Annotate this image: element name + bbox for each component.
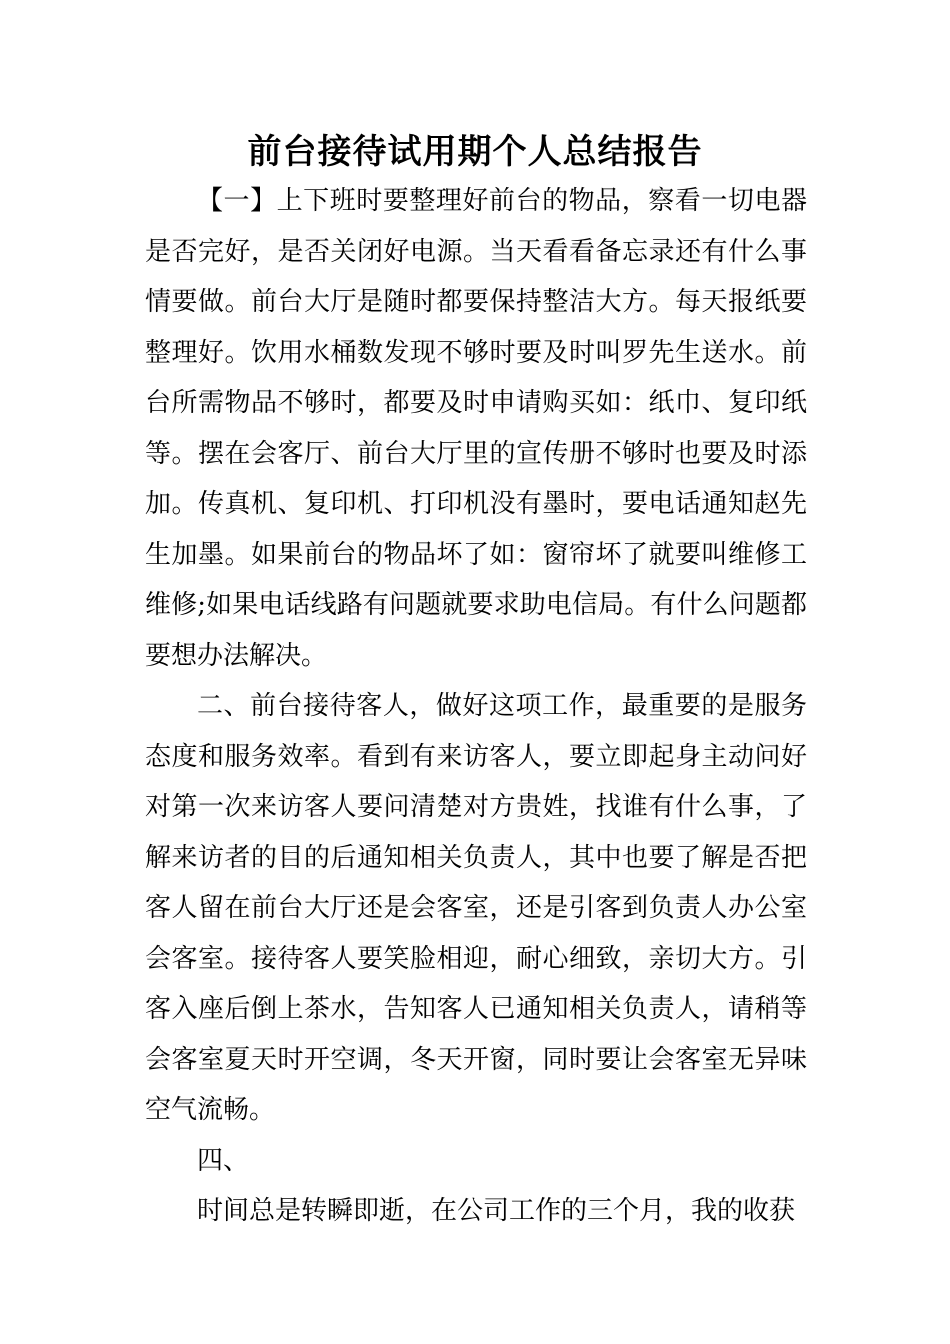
paragraph-3: 四、 <box>197 1145 250 1176</box>
document-body <box>145 176 807 1237</box>
paragraph-1: 【一】上下班时要整理好前台的物品，察看一切电器是否完好，是否关闭好电源。当天看看备忘录还有什么事情要做。前台大厅是随时都要保持整洁大方。每天报纸要整理好。饮用水桶数发现不够时要及时叫罗先生送水。前台所需物品不够时，都要及时申请购买如：纸巾、复印纸等。摆在会客厅、前台大厅里的宣传册不够时也要及时添加。传真机、复印机、打印机没有墨时，要电话通知赵先生加墨。如果前台的物品坏了如：窗帘坏了就要叫维修工维修;如果电话线路有问题就要求助电信局。有什么问题都要想办法解决。 <box>145 186 807 671</box>
paragraph-2: 二、前台接待客人，做好这项工作，最重要的是服务态度和服务效率。看到有来访客人，要立即起身主动问好对第一次来访客人要问清楚对方贵姓，找谁有什么事，了解来访者的目的后通知相关负责人，其中也要了解是否把客人留在前台大厅还是会客室，还是引客到负责人办公室会客室。接待客人要笑脸相迎，耐心细致，亲切大方。引客入座后倒上茶水，告知客人已通知相关负责人，请稍等会客室夏天时开空调，冬天开窗，同时要让会客室无异味空气流畅。 <box>145 691 807 1125</box>
document-title: 前台接待试用期个人总结报告 <box>247 132 703 172</box>
paragraph-4: 时间总是转瞬即逝，在公司工作的三个月，我的收获 <box>197 1196 796 1226</box>
